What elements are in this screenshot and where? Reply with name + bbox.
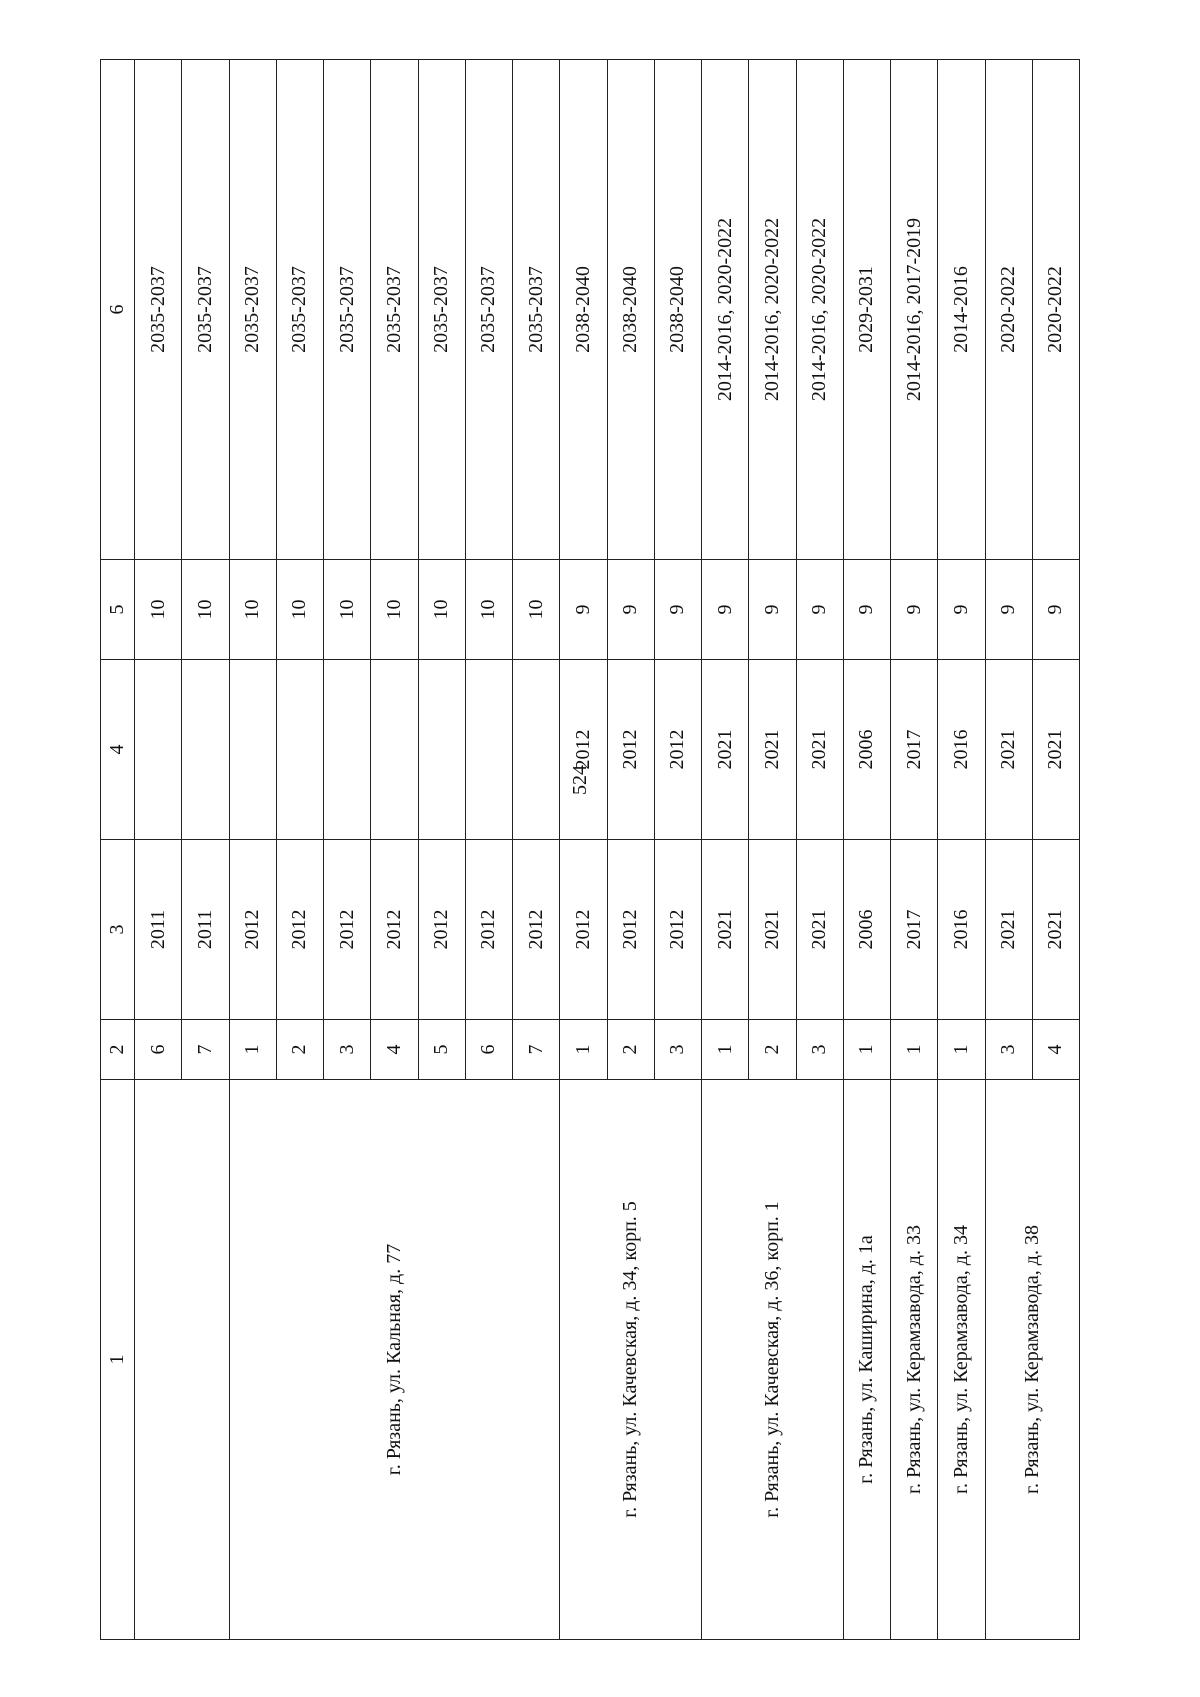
cell-c6: 2029-2031	[843, 60, 890, 560]
table-row	[560, 60, 607, 1640]
cell-c4: 2012	[607, 660, 654, 840]
table-row	[702, 60, 749, 1640]
address-cell: г. Рязань, ул. Кальная, д. 77	[229, 1080, 560, 1640]
address-cell: г. Рязань, ул. Каширина, д. 1а	[843, 1080, 890, 1640]
cell-c5: 9	[560, 560, 607, 660]
cell-n: 7	[182, 1020, 229, 1080]
cell-c5: 10	[465, 560, 512, 660]
cell-c3: 2021	[796, 840, 843, 1020]
cell-c5: 9	[749, 560, 796, 660]
cell-n: 1	[938, 1020, 985, 1080]
cell-c5: 10	[229, 560, 276, 660]
cell-c6: 2038-2040	[654, 60, 701, 560]
table-container	[100, 0, 1200, 1518]
cell-c4	[371, 660, 418, 840]
cell-n: 6	[465, 1020, 512, 1080]
column-header: 1	[101, 1080, 135, 1640]
address-cell: г. Рязань, ул. Керамзавода, д. 38	[985, 1080, 1080, 1640]
cell-n: 1	[702, 1020, 749, 1080]
cell-c4	[182, 660, 229, 840]
cell-c4	[229, 660, 276, 840]
cell-c4: 2021	[796, 660, 843, 840]
cell-c6: 2035-2037	[229, 60, 276, 560]
cell-n: 2	[607, 1020, 654, 1080]
cell-c3: 2011	[135, 840, 182, 1020]
table-row	[891, 60, 938, 1640]
cell-c5: 9	[938, 560, 985, 660]
cell-n: 3	[654, 1020, 701, 1080]
cell-c4	[276, 660, 323, 840]
cell-c4	[324, 660, 371, 840]
cell-c3: 2021	[702, 840, 749, 1020]
cell-c3: 2012	[276, 840, 323, 1020]
cell-c3: 2012	[607, 840, 654, 1020]
cell-c6: 2035-2037	[513, 60, 560, 560]
cell-c4	[465, 660, 512, 840]
cell-c4	[418, 660, 465, 840]
rotated-table	[100, 60, 1080, 1640]
cell-c3: 2012	[229, 840, 276, 1020]
cell-n: 4	[1032, 1020, 1079, 1080]
cell-c3: 2021	[749, 840, 796, 1020]
cell-c5: 10	[324, 560, 371, 660]
cell-c3: 2011	[182, 840, 229, 1020]
cell-c5: 9	[891, 560, 938, 660]
cell-c5: 10	[135, 560, 182, 660]
table-body	[135, 60, 1080, 1640]
page-number: 524	[569, 765, 591, 795]
cell-c3: 2012	[465, 840, 512, 1020]
cell-c4: 2012	[654, 660, 701, 840]
cell-n: 2	[749, 1020, 796, 1080]
cell-n: 1	[843, 1020, 890, 1080]
cell-c6: 2014-2016, 2020-2022	[749, 60, 796, 560]
column-header: 5	[101, 560, 135, 660]
address-cell: г. Рязань, ул. Керамзавода, д. 33	[891, 1080, 938, 1640]
column-header: 2	[101, 1020, 135, 1080]
data-table	[100, 59, 1080, 1640]
cell-c3: 2017	[891, 840, 938, 1020]
cell-c6: 2014-2016, 2020-2022	[796, 60, 843, 560]
cell-c4: 2017	[891, 660, 938, 840]
address-cell: г. Рязань, ул. Качевская, д. 36, корп. 1	[702, 1080, 844, 1640]
column-header: 4	[101, 660, 135, 840]
cell-c6: 2035-2037	[371, 60, 418, 560]
cell-c6: 2035-2037	[465, 60, 512, 560]
cell-c6: 2035-2037	[276, 60, 323, 560]
cell-c5: 9	[607, 560, 654, 660]
column-header: 6	[101, 60, 135, 560]
cell-c4: 2012	[560, 660, 607, 840]
table-row	[229, 60, 276, 1640]
cell-c5: 9	[1032, 560, 1079, 660]
cell-c3: 2012	[371, 840, 418, 1020]
cell-n: 6	[135, 1020, 182, 1080]
address-cell: г. Рязань, ул. Качевская, д. 34, корп. 5	[560, 1080, 702, 1640]
table-row	[135, 60, 182, 1640]
cell-c6: 2035-2037	[182, 60, 229, 560]
cell-c5: 10	[513, 560, 560, 660]
cell-c3: 2016	[938, 840, 985, 1020]
cell-c4: 2021	[749, 660, 796, 840]
cell-n: 1	[560, 1020, 607, 1080]
cell-c3: 2012	[418, 840, 465, 1020]
cell-c3: 2012	[560, 840, 607, 1020]
cell-c6: 2038-2040	[560, 60, 607, 560]
cell-c6: 2038-2040	[607, 60, 654, 560]
cell-c5: 9	[843, 560, 890, 660]
cell-c5: 9	[796, 560, 843, 660]
cell-c3: 2012	[324, 840, 371, 1020]
cell-n: 7	[513, 1020, 560, 1080]
cell-n: 3	[324, 1020, 371, 1080]
address-cell	[135, 1080, 230, 1640]
cell-c5: 10	[276, 560, 323, 660]
cell-c4	[135, 660, 182, 840]
cell-c3: 2021	[1032, 840, 1079, 1020]
cell-c3: 2021	[985, 840, 1032, 1020]
address-cell: г. Рязань, ул. Керамзавода, д. 34	[938, 1080, 985, 1640]
cell-c6: 2020-2022	[985, 60, 1032, 560]
cell-c6: 2014-2016, 2020-2022	[702, 60, 749, 560]
cell-c4: 2016	[938, 660, 985, 840]
column-header: 3	[101, 840, 135, 1020]
cell-c6: 2014-2016, 2017-2019	[891, 60, 938, 560]
cell-n: 4	[371, 1020, 418, 1080]
cell-c4: 2021	[1032, 660, 1079, 840]
cell-c6: 2014-2016	[938, 60, 985, 560]
cell-c6: 2035-2037	[135, 60, 182, 560]
cell-n: 1	[891, 1020, 938, 1080]
cell-c4: 2021	[702, 660, 749, 840]
cell-c6: 2035-2037	[324, 60, 371, 560]
cell-c6: 2035-2037	[418, 60, 465, 560]
cell-n: 2	[276, 1020, 323, 1080]
cell-c5: 9	[702, 560, 749, 660]
cell-c3: 2012	[654, 840, 701, 1020]
header-row	[101, 60, 135, 1640]
cell-c5: 10	[182, 560, 229, 660]
cell-c4: 2021	[985, 660, 1032, 840]
cell-c4: 2006	[843, 660, 890, 840]
cell-c3: 2012	[513, 840, 560, 1020]
cell-n: 1	[229, 1020, 276, 1080]
cell-c4	[513, 660, 560, 840]
table-row	[985, 60, 1032, 1640]
cell-c5: 10	[371, 560, 418, 660]
table-row	[938, 60, 985, 1640]
cell-c5: 9	[654, 560, 701, 660]
cell-c5: 9	[985, 560, 1032, 660]
cell-n: 3	[985, 1020, 1032, 1080]
cell-c5: 10	[418, 560, 465, 660]
cell-n: 3	[796, 1020, 843, 1080]
cell-c6: 2020-2022	[1032, 60, 1079, 560]
cell-c3: 2006	[843, 840, 890, 1020]
table-row	[843, 60, 890, 1640]
cell-n: 5	[418, 1020, 465, 1080]
